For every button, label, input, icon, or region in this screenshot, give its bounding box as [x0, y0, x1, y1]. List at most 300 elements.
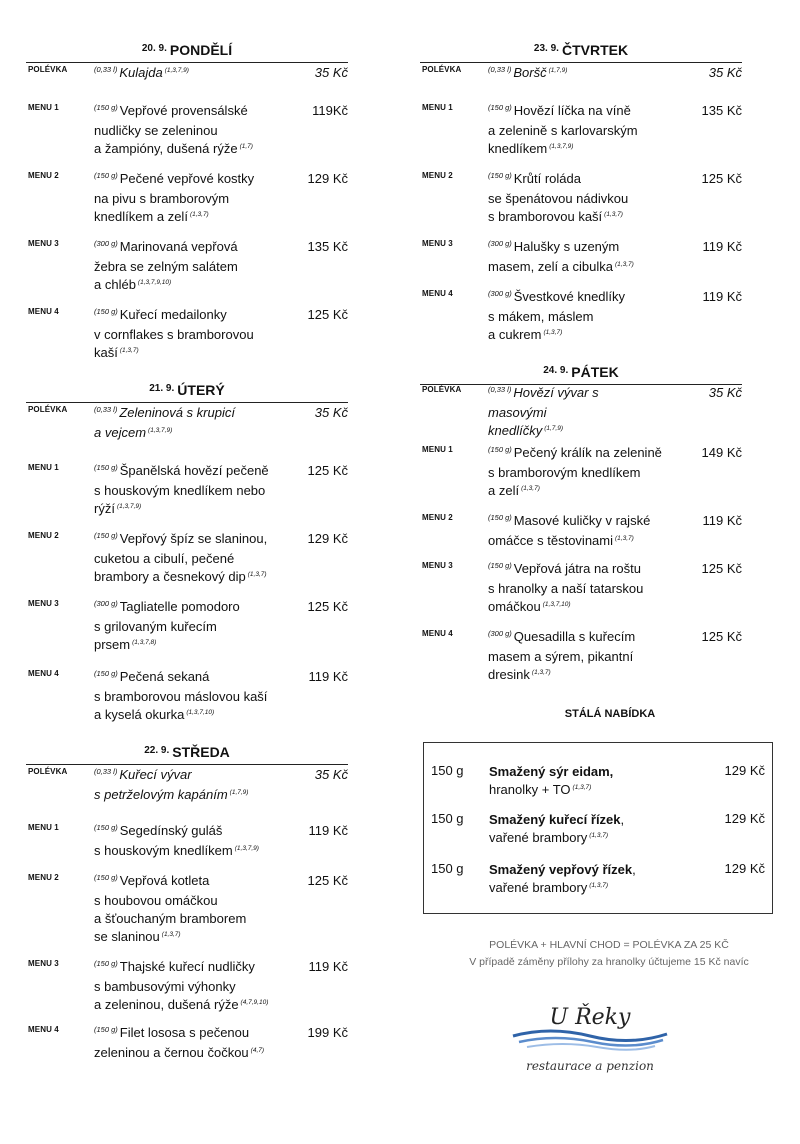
dish-line — [488, 580, 674, 598]
dish-line — [94, 122, 280, 140]
dish-line — [94, 550, 280, 568]
day-header — [26, 738, 348, 765]
standing-side: hranolky + TO — [489, 782, 571, 797]
standing-price: 129 Kč — [724, 763, 765, 778]
dish-price: 125 Kč — [307, 873, 348, 888]
dish-weight: (150 g) — [94, 103, 118, 112]
dish-description — [488, 560, 674, 619]
allergens: (1,3,7,10) — [186, 709, 215, 716]
dish-price: 129 Kč — [307, 531, 348, 546]
dish-weight: (150 g) — [94, 873, 118, 882]
dish-text: omáčkou — [488, 599, 541, 614]
standing-side: vařené brambory — [489, 880, 588, 895]
soup-label: POLÉVKA — [422, 385, 462, 394]
dish-price: 125 Kč — [701, 561, 742, 576]
dish-price: 135 Kč — [701, 103, 742, 118]
dish-description — [94, 170, 280, 229]
allergens: (4,7,9,10) — [240, 999, 269, 1006]
dish-text: Masové kuličky v rajské — [513, 513, 651, 528]
dish-price: 125 Kč — [307, 599, 348, 614]
dish-line — [94, 64, 264, 85]
dish-text: a žampióny, dušená rýže — [94, 141, 238, 156]
dish-text: Kuřecí vývar — [119, 767, 192, 782]
dish-line — [94, 822, 280, 842]
dish-line — [94, 208, 280, 229]
dish-line — [488, 532, 674, 553]
dish-line — [488, 208, 674, 229]
dish-weight: (150 g) — [488, 513, 512, 522]
dish-line — [488, 308, 674, 326]
dish-text: Španělská hovězí pečeně — [119, 463, 269, 478]
dish-weight: (300 g) — [94, 599, 118, 608]
dish-weight: (300 g) — [488, 629, 512, 638]
dish-line — [94, 978, 280, 996]
dish-description — [94, 462, 280, 521]
standing-name-line — [489, 811, 689, 829]
dish-line — [488, 482, 674, 503]
standing-price: 129 Kč — [724, 811, 765, 826]
dish-line — [488, 102, 674, 122]
dish-line — [488, 598, 674, 619]
dish-text: Vepřová játra na roštu — [513, 561, 641, 576]
menu-label: MENU 4 — [28, 307, 59, 316]
dish-text: s hranolky a naší tatarskou — [488, 581, 644, 596]
dish-description — [488, 512, 674, 553]
dish-price: 119 Kč — [308, 669, 348, 684]
dish-text: Boršč — [513, 65, 547, 80]
menu-label: MENU 1 — [28, 823, 59, 832]
standing-name: Smažený kuřecí řízek — [489, 812, 621, 827]
dish-description — [94, 102, 280, 161]
dish-line — [94, 786, 264, 807]
dish-text: Hovězí líčka na víně — [513, 103, 631, 118]
dish-weight: (150 g) — [488, 103, 512, 112]
dish-price: 119 Kč — [702, 289, 742, 304]
standing-offer-box — [423, 742, 773, 914]
dish-text: s grilovaným kuřecím — [94, 619, 217, 634]
dish-text: Pečené vepřové kostky — [119, 171, 255, 186]
allergens: (1,3,7) — [589, 882, 609, 889]
dish-line — [94, 688, 280, 706]
dish-weight: (150 g) — [488, 171, 512, 180]
day-date: 23. 9. — [533, 43, 559, 54]
menu-label: MENU 1 — [28, 463, 59, 472]
standing-offer-title: STÁLÁ NABÍDKA — [564, 708, 656, 720]
dish-line — [94, 668, 280, 688]
dish-price: 119 Kč — [308, 959, 348, 974]
day-name: STŘEDA — [172, 744, 230, 760]
dish-text: s bramborovým knedlíkem — [488, 465, 641, 480]
dish-text: Švestkové knedlíky — [513, 289, 626, 304]
dish-line — [94, 892, 280, 910]
dish-text: s bramborovou máslovou kaší — [94, 689, 268, 704]
day-section — [26, 738, 348, 765]
dish-description — [94, 1024, 280, 1065]
dish-price: 35 Kč — [314, 65, 348, 80]
allergens: (1,7,9) — [548, 67, 568, 74]
day-header-text — [26, 42, 348, 60]
allergens: (1,3,7,9) — [164, 67, 189, 74]
dish-text: a šťouchaným bramborem — [94, 911, 247, 926]
day-header — [420, 36, 742, 63]
dish-description — [488, 384, 658, 443]
dish-text: s houskovým knedlíkem — [94, 843, 233, 858]
dish-description — [94, 404, 264, 445]
dish-text: na pivu s bramborovým — [94, 191, 230, 206]
dish-text: a chléb — [94, 277, 136, 292]
dish-price: 125 Kč — [701, 629, 742, 644]
dish-price: 119 Kč — [702, 513, 742, 528]
dish-line — [488, 648, 674, 666]
dish-price: 199 Kč — [307, 1025, 348, 1040]
dish-text: žebra se zelným salátem — [94, 259, 238, 274]
dish-description — [488, 288, 674, 347]
dish-line — [94, 482, 280, 500]
dish-line — [94, 170, 280, 190]
allergens: (1,3,7) — [247, 571, 267, 578]
standing-side-line — [489, 781, 689, 802]
dish-description — [94, 530, 280, 589]
dish-text: kaší — [94, 345, 118, 360]
soup-label: POLÉVKA — [28, 767, 68, 776]
dish-line — [94, 766, 264, 786]
dish-weight: (150 g) — [94, 823, 118, 832]
dish-line — [94, 258, 280, 276]
dish-text: masem, zelí a cibulka — [488, 259, 613, 274]
standing-side: vařené brambory — [489, 830, 588, 845]
dish-weight: (0,33 l) — [94, 767, 118, 776]
standing-name-line — [489, 861, 689, 879]
dish-text: Vepřový špíz se slaninou, — [119, 531, 268, 546]
dish-text: rýží — [94, 501, 115, 516]
dish-text: Thajské kuřecí nudličky — [119, 959, 255, 974]
standing-weight: 150 g — [431, 811, 464, 826]
menu-label: MENU 4 — [422, 629, 453, 638]
dish-price: 119Kč — [312, 103, 348, 118]
dish-line — [488, 64, 658, 85]
dish-line — [488, 170, 674, 190]
dish-line — [488, 288, 674, 308]
dish-line — [94, 102, 280, 122]
dish-description — [488, 102, 674, 161]
dish-text: Halušky s uzeným — [513, 239, 620, 254]
menu-label: MENU 3 — [28, 959, 59, 968]
allergens: (1,3,7) — [615, 261, 634, 268]
dish-line — [94, 618, 280, 636]
day-header — [26, 376, 348, 403]
day-date: 22. 9. — [144, 745, 170, 756]
dish-text: Segedínský guláš — [119, 823, 223, 838]
dish-price: 35 Kč — [314, 767, 348, 782]
dish-text: knedlíčky — [488, 423, 543, 438]
day-header-text — [420, 364, 742, 382]
standing-description — [489, 811, 689, 850]
day-header — [420, 358, 742, 385]
dish-description — [94, 822, 280, 863]
soup-label: POLÉVKA — [28, 405, 68, 414]
dish-line — [488, 122, 674, 140]
dish-weight: (150 g) — [94, 669, 118, 678]
dish-weight: (150 g) — [94, 1025, 118, 1034]
allergens: (1,3,7) — [119, 347, 139, 354]
menu-label: MENU 3 — [28, 239, 59, 248]
day-header — [26, 36, 348, 63]
dish-text: knedlíkem a zelí — [94, 209, 188, 224]
day-header-text — [26, 744, 348, 762]
allergens: (1,3,7,9) — [148, 427, 173, 434]
dish-weight: (0,33 l) — [488, 385, 512, 394]
dish-text: v cornflakes s bramborovou — [94, 327, 254, 342]
menu-label: MENU 1 — [422, 445, 453, 454]
dish-price: 125 Kč — [307, 307, 348, 322]
dish-description — [94, 958, 280, 1017]
dish-line — [94, 404, 264, 424]
dish-weight: (300 g) — [94, 239, 118, 248]
dish-weight: (150 g) — [488, 561, 512, 570]
dish-text: Filet lososa s pečenou — [119, 1025, 250, 1040]
standing-description — [489, 763, 689, 802]
dish-price: 119 Kč — [702, 239, 742, 254]
restaurant-logo — [505, 996, 675, 1082]
dish-line — [94, 238, 280, 258]
dish-text: Marinovaná vepřová — [119, 239, 238, 254]
allergens: (1,3,7) — [531, 669, 551, 676]
dish-line — [94, 706, 280, 727]
allergens: (1,7,9) — [229, 789, 249, 796]
menu-label: MENU 2 — [28, 171, 59, 180]
dish-text: s houskovým knedlíkem nebo — [94, 483, 266, 498]
day-section — [26, 376, 348, 403]
dish-weight: (0,33 l) — [94, 405, 118, 414]
day-name: ČTVRTEK — [561, 42, 629, 58]
dish-price: 125 Kč — [701, 171, 742, 186]
allergens: (1,3,7) — [615, 535, 634, 542]
day-date: 21. 9. — [149, 383, 175, 394]
standing-description — [489, 861, 689, 900]
standing-side-line — [489, 829, 689, 850]
dish-text: nudličky se zeleninou — [94, 123, 218, 138]
dish-text: s bambusovými výhonky — [94, 979, 236, 994]
day-section — [420, 36, 742, 63]
dish-line — [488, 666, 674, 687]
day-header-text — [420, 42, 742, 60]
day-date: 24. 9. — [543, 365, 569, 376]
dish-text: Vepřová kotleta — [119, 873, 210, 888]
allergens: (1,3,7) — [604, 211, 623, 218]
allergens: (1,7,9) — [544, 425, 563, 432]
dish-text: Hovězí vývar s masovými — [488, 385, 599, 420]
dish-line — [488, 628, 674, 648]
dish-text: Kulajda — [119, 65, 163, 80]
dish-line — [94, 958, 280, 978]
note-line-2: V případě záměny přílohy za hranolky účtujeme 15 Kč navíc — [469, 956, 749, 968]
dish-line — [94, 872, 280, 892]
dish-line — [94, 568, 280, 589]
dish-description — [488, 238, 674, 279]
dish-text: knedlíkem — [488, 141, 548, 156]
dish-line — [94, 424, 264, 445]
dish-text: a kyselá okurka — [94, 707, 185, 722]
dish-description — [94, 306, 280, 365]
menu-label: MENU 2 — [28, 531, 59, 540]
dish-line — [488, 464, 674, 482]
dish-price: 119 Kč — [308, 823, 348, 838]
allergens: (1,3,7) — [543, 329, 563, 336]
dish-description — [488, 444, 674, 503]
soup-label: POLÉVKA — [422, 65, 462, 74]
dish-weight: (150 g) — [94, 463, 118, 472]
dish-text: a vejcem — [94, 425, 147, 440]
menu-label: MENU 2 — [28, 873, 59, 882]
allergens: (1,3,7) — [521, 485, 540, 492]
day-name: PÁTEK — [571, 364, 619, 380]
dish-text: s bramborovou kaší — [488, 209, 603, 224]
dish-text: omáčce s těstovinami — [488, 533, 613, 548]
dish-text: s petrželovým kapáním — [94, 787, 228, 802]
dish-description — [94, 766, 264, 807]
allergens: (1,3,7,9) — [116, 503, 142, 510]
dish-description — [94, 668, 280, 727]
dish-line — [94, 344, 280, 365]
day-section — [420, 358, 742, 385]
dish-text: Krůtí roláda — [513, 171, 581, 186]
dish-text: a zeleninou, dušená rýže — [94, 997, 239, 1012]
dish-weight: (0,33 l) — [488, 65, 512, 74]
allergens: (1,7) — [239, 143, 253, 150]
dish-line — [488, 326, 674, 347]
dish-text: se slaninou — [94, 929, 160, 944]
dish-text: s houbovou omáčkou — [94, 893, 218, 908]
dish-line — [488, 560, 674, 580]
dish-line — [94, 910, 280, 928]
logo-tagline: restaurace a penzion — [526, 1059, 654, 1073]
dish-price: 35 Kč — [314, 405, 348, 420]
menu-label: MENU 2 — [422, 171, 453, 180]
dish-line — [488, 190, 674, 208]
standing-weight: 150 g — [431, 861, 464, 876]
dish-line — [94, 326, 280, 344]
allergens: (1,3,7,8) — [132, 639, 157, 646]
day-name: ÚTERÝ — [177, 382, 225, 398]
dish-description — [94, 64, 264, 85]
dish-line — [488, 512, 674, 532]
dish-text: prsem — [94, 637, 131, 652]
dish-line — [94, 276, 280, 297]
dish-price: 135 Kč — [307, 239, 348, 254]
dish-description — [94, 238, 280, 297]
menu-label: MENU 1 — [422, 103, 453, 112]
dish-weight: (150 g) — [94, 307, 118, 316]
dish-description — [488, 64, 658, 85]
dish-weight: (150 g) — [94, 959, 118, 968]
dish-line — [94, 140, 280, 161]
allergens: (1,3,7,10) — [542, 601, 571, 608]
dish-description — [94, 872, 280, 949]
menu-label: MENU 4 — [28, 669, 59, 678]
dish-line — [488, 384, 658, 422]
punctuation: , — [620, 812, 625, 827]
standing-weight: 150 g — [431, 763, 464, 778]
dish-text: Vepřové provensálské — [119, 103, 248, 118]
dish-line — [94, 500, 280, 521]
menu-label: MENU 1 — [28, 103, 59, 112]
allergens: (1,3,7) — [589, 832, 609, 839]
menu-label: MENU 2 — [422, 513, 453, 522]
dish-line — [94, 996, 280, 1017]
dish-text: cuketou a cibulí, pečené — [94, 551, 235, 566]
allergens: (1,3,7) — [161, 931, 181, 938]
dish-line — [488, 238, 674, 258]
menu-label: MENU 4 — [422, 289, 453, 298]
dish-price: 35 Kč — [708, 385, 742, 400]
dish-line — [94, 1044, 280, 1065]
dish-price: 35 Kč — [708, 65, 742, 80]
dish-text: brambory a česnekový dip — [94, 569, 246, 584]
dish-text: Quesadilla s kuřecím — [513, 629, 636, 644]
dish-line — [94, 306, 280, 326]
allergens: (1,3,7) — [572, 784, 592, 791]
dish-line — [488, 444, 674, 464]
menu-label: MENU 3 — [422, 239, 453, 248]
dish-text: a zelí — [488, 483, 520, 498]
punctuation: , — [632, 862, 636, 877]
dish-text: Tagliatelle pomodoro — [119, 599, 240, 614]
dish-text: Zeleninová s krupicí — [119, 405, 235, 420]
day-date: 20. 9. — [141, 43, 167, 54]
dish-line — [94, 928, 280, 949]
dish-text: a cukrem — [488, 327, 542, 342]
standing-name: Smažený vepřový řízek — [489, 862, 633, 877]
dish-line — [94, 462, 280, 482]
allergens: (1,3,7,9) — [549, 143, 574, 150]
standing-side-line — [489, 879, 689, 900]
standing-name: Smažený sýr eidam, — [489, 764, 614, 779]
day-name: PONDĚLÍ — [169, 42, 233, 58]
dish-line — [94, 1024, 280, 1044]
dish-text: Kuřecí medailonky — [119, 307, 227, 322]
dish-weight: (300 g) — [488, 239, 512, 248]
dish-weight: (150 g) — [94, 171, 118, 180]
allergens: (1,3,7,9) — [234, 845, 259, 852]
dish-line — [488, 422, 658, 443]
dish-text: s mákem, máslem — [488, 309, 594, 324]
dish-weight: (0,33 l) — [94, 65, 118, 74]
dish-line — [94, 530, 280, 550]
dish-weight: (150 g) — [488, 445, 512, 454]
standing-name-line — [489, 763, 689, 781]
dish-description — [488, 170, 674, 229]
dish-line — [94, 636, 280, 657]
menu-label: MENU 4 — [28, 1025, 59, 1034]
dish-text: zeleninou a černou čočkou — [94, 1045, 249, 1060]
dish-price: 129 Kč — [307, 171, 348, 186]
menu-label: MENU 3 — [422, 561, 453, 570]
dish-description — [94, 598, 280, 657]
soup-label: POLÉVKA — [28, 65, 68, 74]
note-line-1: POLÉVKA + HLAVNÍ CHOD = POLÉVKA ZA 25 KČ — [489, 939, 729, 951]
dish-text: a zelenině s karlovarským — [488, 123, 638, 138]
standing-price: 129 Kč — [724, 861, 765, 876]
dish-weight: (300 g) — [488, 289, 512, 298]
pricing-note — [420, 937, 798, 971]
allergens: (1,3,7) — [189, 211, 209, 218]
dish-price: 149 Kč — [701, 445, 742, 460]
dish-line — [94, 190, 280, 208]
dish-text: dresink — [488, 667, 530, 682]
day-header-text — [26, 382, 348, 400]
dish-line — [488, 258, 674, 279]
dish-line — [488, 140, 674, 161]
